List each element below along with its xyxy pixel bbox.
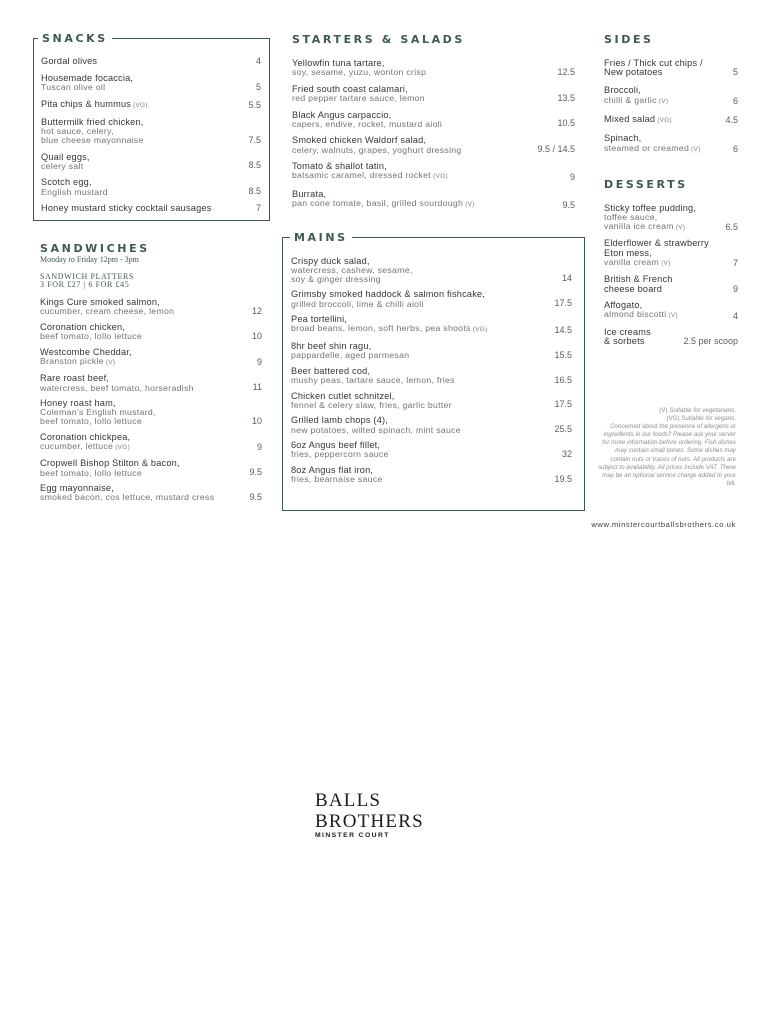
dietary-notes [598, 407, 736, 488]
dietary-tag: (V) [668, 312, 679, 319]
menu-item-name: Gordal olives [41, 56, 98, 66]
menu-item-price: 14.5 [554, 324, 572, 335]
menu-item-description: soy, sesame, yuzu, wonton crisp [292, 67, 427, 78]
menu-item-description: Branston pickle (V) [40, 355, 116, 366]
website-link[interactable]: www.minstercourtballsbrothers.co.uk [591, 520, 736, 529]
menu-item-description: cucumber, lettuce (VG) [40, 440, 131, 451]
menu-item-name: Coronation chickpea, [40, 431, 131, 442]
dietary-tag: (V) [658, 97, 669, 105]
menu-item-price: 6 [732, 96, 738, 107]
menu-item-name: Black Angus carpaccio, [292, 109, 392, 120]
menu-item-name: cheese board [604, 283, 663, 294]
menu-item-description: celery salt [41, 160, 84, 171]
menu-item-text [41, 178, 242, 196]
desserts-list [604, 204, 738, 346]
menu-item-price: 9 [732, 283, 738, 294]
menu-item [604, 134, 738, 154]
menu-item-price: 7 [255, 203, 261, 214]
menu-item-name: Eton mess, [604, 247, 652, 258]
menu-item-name: Yellowfin tuna tartare, [292, 58, 385, 68]
menu-item-description: smoked bacon, cos lettuce, mustard cress [40, 492, 215, 503]
menu-item-name: Spinach, [604, 133, 642, 144]
menu-item-text [41, 153, 242, 171]
vegan-note: Suitable for vegans. [679, 415, 736, 423]
menu-item [291, 342, 572, 360]
menu-item-text [291, 257, 556, 283]
menu-item-text [291, 290, 548, 308]
menu-item-name: Grilled lamb chops (4), [291, 415, 389, 426]
dietary-tag: (V) [691, 145, 701, 153]
menu-item [40, 298, 262, 316]
logo-line-2: BROTHERS [315, 811, 424, 832]
menu-item [40, 484, 262, 502]
menu-item [292, 85, 575, 103]
menu-item-name: Pita chips & hummus (VG) [41, 99, 148, 109]
sandwiches-title: SANDWICHES [40, 242, 150, 255]
sandwiches-section [40, 242, 262, 509]
menu-item-description: mushy peas, tartare sauce, lemon, fries [291, 374, 455, 385]
menu-item-name: Honey mustard sticky cocktail sausages [41, 203, 212, 214]
menu-item-name: Cropwell Bishop Stilton & bacon, [40, 458, 180, 469]
menu-item-name: Fries / Thick cut chips / [604, 58, 703, 68]
menu-item-price: 4 [255, 56, 261, 67]
menu-item-text [604, 86, 727, 106]
menu-item [40, 374, 262, 392]
menu-item-text [291, 392, 548, 410]
menu-item [292, 190, 575, 210]
menu-item [291, 315, 572, 335]
menu-item [604, 59, 738, 77]
menu-item-name: Elderflower & strawberry [604, 238, 709, 249]
snacks-title: SNACKS [38, 32, 112, 45]
menu-item-name: Beer battered cod, [291, 365, 371, 376]
dietary-tag: (V) [465, 201, 475, 209]
menu-item-name: Mixed salad (VG) [604, 114, 672, 125]
menu-item-text [291, 342, 548, 360]
menu-item [604, 204, 738, 232]
menu-item-text [292, 111, 551, 129]
menu-item [604, 301, 738, 321]
balls-brothers-logo [315, 790, 424, 839]
dietary-tag: (V) [105, 358, 116, 366]
menu-item-description: celery, walnuts, grapes, yoghurt dressing [292, 144, 462, 155]
menu-item-name: Burrata, [292, 188, 327, 199]
menu-item [604, 328, 738, 346]
menu-item-text [604, 134, 727, 154]
menu-item-text [291, 441, 556, 459]
menu-item-name: Buttermilk fried chicken, [41, 117, 144, 128]
menu-item-description: vanilla ice cream (V) [604, 220, 686, 231]
menu-item-description: toffee sauce, [604, 212, 658, 223]
menu-item [41, 153, 261, 171]
menu-item [291, 367, 572, 385]
menu-item-name: Broccoli, [604, 85, 642, 96]
menu-item-text [291, 367, 548, 385]
allergen-note: Concerned about the presence of allergens or ingredients in our foods? Please ask your server for more information before ordering. Fish dishes may contain small bones. Some dishes may contain nuts or traces of nuts. All products are subject to availability. All prices include VAT. There may be an optional service charge added to your bill. [598, 423, 736, 487]
menu-item-price: 15.5 [554, 349, 572, 360]
menu-item [40, 348, 262, 368]
menu-item-text [292, 59, 551, 77]
menu-item-price: 5 [732, 67, 738, 78]
menu-item-price: 4 [732, 310, 738, 321]
menu-item [292, 111, 575, 129]
menu-item-text [604, 204, 719, 232]
menu-item [291, 257, 572, 283]
menu-item-text [40, 348, 251, 368]
menu-item-description: steamed or creamed (V) [604, 142, 701, 153]
menu-item [292, 136, 575, 154]
menu-item-price: 19.5 [554, 473, 572, 484]
menu-item-text [604, 301, 727, 321]
menu-item-description: fries, bearnaise sauce [291, 474, 383, 485]
menu-item-text [291, 466, 548, 484]
menu-item-price: 32 [561, 448, 572, 459]
platters-prices: 3 FOR £27 | 6 FOR £45 [40, 280, 130, 289]
menu-item-description: capers, endive, rocket, mustard aioli [292, 118, 443, 129]
menu-item-description: chilli & garlic (V) [604, 94, 669, 105]
menu-item-price: 9 [256, 442, 262, 453]
menu-item-name: 8hr beef shin ragu, [291, 340, 372, 351]
menu-item-text [40, 323, 246, 341]
menu-item-name: Scotch egg, [41, 177, 92, 188]
menu-item-description: blue cheese mayonnaise [41, 135, 144, 145]
menu-item-name: Egg mayonnaise, [40, 483, 114, 494]
menu-item-text [41, 204, 250, 213]
menu-item [41, 100, 261, 110]
menu-item-price: 9.5 [249, 467, 262, 478]
dietary-tag: (VG) [115, 443, 131, 451]
dietary-tag: (V) [661, 259, 671, 267]
menu-item [40, 323, 262, 341]
menu-item [604, 115, 738, 125]
menu-item-description: fennel & celery slaw, fries, garlic butter [291, 399, 452, 410]
menu-item-name: Rare roast beef, [40, 373, 110, 384]
menu-item-text [40, 298, 246, 316]
menu-item-price: 7.5 [248, 134, 261, 145]
menu-item-price: 16.5 [554, 374, 572, 385]
menu-item-text [40, 399, 246, 425]
sides-section [604, 33, 738, 163]
menu-item [40, 399, 262, 425]
menu-item-name: 8oz Angus flat iron, [291, 464, 374, 475]
menu-item-price: 8.5 [248, 186, 261, 197]
menu-item-name: Kings Cure smoked salmon, [40, 297, 160, 307]
menu-item [40, 459, 262, 477]
menu-item [291, 392, 572, 410]
menu-item-name: Honey roast ham, [40, 398, 116, 409]
menu-item-description: Coleman's English mustard, [40, 407, 156, 418]
menu-item-price: 8.5 [248, 160, 261, 171]
menu-item-name: Chicken cutlet schnitzel, [291, 390, 395, 401]
menu-item-name: Affogato, [604, 299, 643, 310]
menu-item-description: new potatoes, wilted spinach, mint sauce [291, 424, 461, 435]
menu-item [604, 239, 738, 268]
sandwiches-list [40, 298, 262, 502]
sides-list [604, 59, 738, 154]
menu-item-text [40, 459, 243, 477]
menu-item-price: 9 [569, 171, 575, 182]
menu-item-text [604, 328, 677, 346]
menu-item [41, 204, 261, 213]
menu-item-description: beef tomato, lollo lettuce [40, 467, 142, 478]
menu-item-description: cucumber, cream cheese, lemon [40, 306, 175, 317]
menu-item-text [292, 190, 556, 210]
sandwiches-hours: Monday to Friday 12pm - 3pm [40, 255, 139, 264]
starters-title: STARTERS & SALADS [292, 33, 465, 46]
menu-item-description: soy & ginger dressing [291, 273, 381, 284]
menu-item-price: 12 [251, 305, 262, 316]
menu-item-description: pappardelle, aged parmesan [291, 350, 410, 361]
desserts-title: DESSERTS [604, 178, 688, 191]
menu-item-name: British & French [604, 274, 673, 285]
mains-section [282, 231, 585, 511]
menu-item-name: Crispy duck salad, [291, 256, 370, 266]
menu-item-price: 5.5 [248, 100, 261, 111]
menu-item-text [291, 416, 548, 434]
menu-item-description: red pepper tartare sauce, lemon [292, 93, 425, 103]
menu-item-description: beef tomato, lollo lettuce [40, 415, 142, 426]
sides-title: SIDES [604, 33, 654, 46]
menu-item-name: Smoked chicken Waldorf salad, [292, 135, 427, 146]
menu-item-description: vanilla cream (V) [604, 256, 671, 267]
menu-item-description: almond biscotti (V) [604, 309, 679, 319]
menu-item-price: 4.5 [725, 115, 738, 126]
menu-item-name: 6oz Angus beef fillet, [291, 440, 381, 451]
menu-item-price: 11 [252, 382, 262, 393]
menu-item-description: balsamic caramel, dressed rocket (VG) [292, 170, 448, 181]
menu-item-text [292, 136, 531, 154]
menu-item-name: Quail eggs, [41, 151, 90, 162]
menu-item-price: 14 [561, 273, 572, 284]
menu-item [291, 466, 572, 484]
dietary-tag: (VG) [433, 173, 448, 181]
menu-item-name: Ice creams [604, 326, 651, 337]
menu-item-text [40, 374, 247, 392]
menu-item-text [604, 239, 727, 268]
menu-item-price: 17.5 [554, 399, 572, 410]
menu-item-description: fries, peppercorn sauce [291, 449, 389, 460]
menu-item [604, 275, 738, 293]
menu-item-price: 25.5 [554, 424, 572, 435]
desserts-section [604, 178, 738, 353]
menu-item-price: 9 [256, 357, 262, 368]
menu-item-name: Tomato & shallot tatin, [292, 161, 387, 172]
menu-item-price: 12.5 [557, 66, 575, 77]
menu-item-name: Grimsby smoked haddock & salmon fishcake, [291, 289, 486, 300]
menu-item-name: New potatoes [604, 67, 663, 78]
menu-item-price: 6 [732, 144, 738, 155]
menu-item [292, 59, 575, 77]
menu-item-text [41, 118, 242, 144]
menu-item [291, 441, 572, 459]
menu-item-price: 10.5 [557, 118, 575, 129]
snacks-section [33, 32, 270, 221]
menu-item [292, 162, 575, 182]
menu-item-description: hot sauce, celery, [41, 126, 114, 137]
menu-item [291, 290, 572, 308]
menu-item-price: 17.5 [554, 298, 572, 309]
mains-title: MAINS [290, 231, 352, 244]
logo-line-3: MINSTER COURT [315, 832, 390, 839]
vegan-tag: (VG) [666, 415, 680, 423]
dietary-tag: (VG) [657, 117, 672, 125]
menu-item-text [41, 100, 242, 110]
menu-item-text [604, 275, 727, 293]
menu-item [604, 86, 738, 106]
menu-item-text [604, 59, 727, 77]
dietary-tag: (V) [675, 223, 686, 231]
menu-item-price: 9.5 [249, 491, 262, 502]
menu-item-name: Pea tortellini, [291, 314, 348, 325]
menu-item-price: 2.5 per scoop [683, 336, 738, 346]
menu-item-price: 13.5 [557, 92, 575, 103]
menu-item-description: watercress, cashew, sesame, [291, 265, 413, 276]
logo-line-1: BALLS [315, 790, 382, 811]
menu-item [41, 118, 261, 144]
menu-item-description: grilled broccoli, lime & chilli aioli [291, 298, 424, 309]
dietary-tag: (VG) [472, 326, 488, 334]
platters-title: SANDWICH PLATTERS [40, 272, 134, 281]
menu-item-name: Westcombe Cheddar, [40, 346, 132, 357]
menu-item-price: 7 [732, 258, 738, 269]
menu-item [40, 433, 262, 453]
menu-item-text [292, 85, 551, 103]
menu-item-text [41, 57, 250, 66]
menu-item-price: 9.5 / 14.5 [537, 144, 575, 155]
menu-item-description: pan cone tomate, basil, grilled sourdough (V) [292, 198, 475, 209]
menu-item-text [604, 115, 719, 125]
starters-section [292, 33, 575, 218]
menu-item-description: beef tomato, lollo lettuce [40, 331, 142, 341]
menu-item-price: 6.5 [725, 222, 738, 233]
snacks-list [41, 57, 261, 221]
mains-list [291, 257, 572, 491]
vegetarian-note: Suitable for vegetarians. [667, 407, 736, 414]
menu-item-text [41, 74, 250, 92]
menu-item-text [292, 162, 564, 182]
menu-item-text [40, 433, 251, 453]
menu-item-name: Fried south coast calamari, [292, 83, 408, 94]
menu-item-description: watercress, beef tomato, horseradish [40, 382, 194, 393]
menu-item-description: English mustard [41, 186, 108, 197]
menu-item-text [291, 315, 548, 335]
menu-item [41, 178, 261, 196]
vegetarian-tag: (V) [659, 407, 668, 414]
menu-item-price: 5 [255, 82, 261, 92]
menu-item [41, 57, 261, 66]
dietary-tag: (VG) [133, 102, 148, 109]
menu-item-name: Housemade focaccia, [41, 73, 134, 84]
menu-item-price: 10 [251, 415, 262, 426]
menu-item-price: 10 [251, 330, 262, 341]
menu-item-name: Coronation chicken, [40, 321, 126, 332]
menu-item-name: Sticky toffee pudding, [604, 203, 697, 213]
menu-item-text [40, 484, 243, 502]
menu-item-price: 9.5 [562, 199, 575, 210]
menu-item-description: broad beans, lemon, soft herbs, pea shoots (VG) [291, 323, 488, 334]
menu-item-description: Tuscan olive oil [41, 82, 106, 93]
menu-item [291, 416, 572, 434]
menu-item-name: & sorbets [604, 335, 645, 346]
menu-item [41, 74, 261, 92]
starters-list [292, 59, 575, 210]
